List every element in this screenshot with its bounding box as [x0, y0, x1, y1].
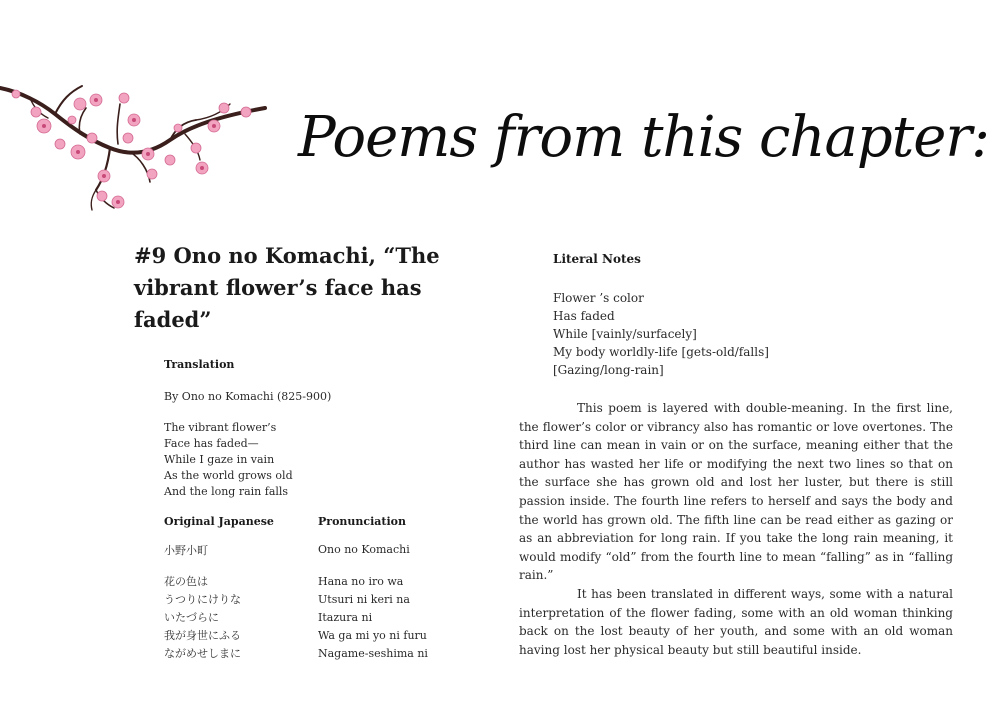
original-line: いたづらに: [164, 611, 219, 624]
pronunciation-lines: [318, 573, 428, 663]
translation-byline: By Ono no Komachi (825-900): [164, 390, 332, 403]
pronunciation-author-text: Ono no Komachi: [318, 543, 410, 556]
original-line: 我が身世にふる: [164, 629, 241, 642]
page-title: Poems from this chapter:: [298, 105, 989, 170]
pronunciation-line: Nagame-seshima ni: [318, 647, 428, 660]
pronunciation-line: Hana no iro wa: [318, 575, 404, 588]
translation-line: As the world grows old: [164, 469, 293, 482]
pronunciation-line: Utsuri ni keri na: [318, 593, 410, 606]
original-author-text: 小野小町: [164, 544, 208, 557]
translation-line: And the long rain falls: [164, 485, 289, 498]
pronunciation-line: Itazura ni: [318, 611, 373, 624]
original-line: うつりにけりな: [164, 593, 241, 606]
literal-note-line: My body worldly-life [gets-old/falls]: [553, 345, 769, 359]
literal-note-line: [Gazing/long-rain]: [553, 363, 664, 377]
literal-note-line: Has faded: [553, 309, 615, 323]
pronunciation-line: Wa ga mi yo ni furu: [318, 629, 427, 642]
literal-notes-lines: [553, 289, 769, 379]
translation-line: While I gaze in vain: [164, 453, 275, 466]
pronunciation-label: Pronunciation: [318, 515, 406, 528]
original-lines: [164, 573, 241, 663]
literal-note-line: While [vainly/surfacely]: [553, 327, 697, 341]
original-line: ながめせしまに: [164, 647, 241, 660]
commentary-paragraph: It has been translated in different ways, some with a natural interpretation of the flower fading, some with an old woman thinking back on the lost beauty of her youth, and some with an old woman having lost her physical beauty but still beautiful inside.: [519, 586, 953, 657]
cherry-blossom-branch-icon: [0, 78, 275, 218]
translation-line: The vibrant flower’s: [164, 421, 277, 434]
original-author: [164, 542, 208, 560]
pronunciation-author: [318, 541, 410, 559]
commentary-paragraph: This poem is layered with double-meaning. In the first line, the flower’s color or vibrancy also has romantic or love overtones. The third line can mean in vain or on the surface, meaning either that the author has wasted her life or modifying the next two lines so that on the surface she has grown old and lost her luster, but there is still passion inside. The fourth line refers to herself and says the body and the world has grown old. The fifth line can be read either as gazing or as an abbreviation for long rain. If you take the long rain meaning, it would modify “old” from the fourth line to mean “falling” as in “falling rain.”: [519, 401, 953, 583]
literal-note-line: Flower ’s color: [553, 291, 644, 305]
translation-lines: [164, 420, 293, 500]
original-japanese-label: Original Japanese: [164, 515, 274, 528]
literal-notes-label: Literal Notes: [553, 252, 641, 266]
poem-heading: #9 Ono no Komachi, “The vibrant flower’s face has faded”: [134, 243, 440, 332]
commentary: [519, 399, 953, 659]
translation-label: Translation: [164, 358, 235, 371]
translation-line: Face has faded—: [164, 437, 259, 450]
original-line: 花の色は: [164, 575, 208, 588]
